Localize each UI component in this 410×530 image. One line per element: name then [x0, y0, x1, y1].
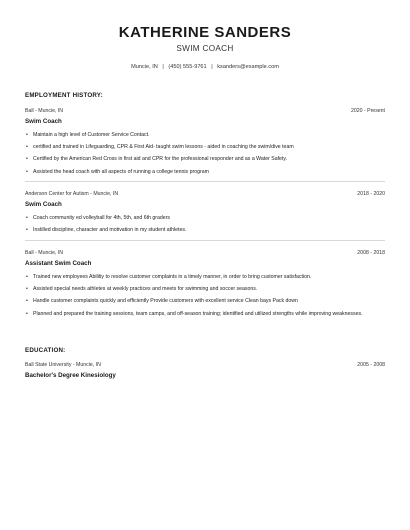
- job-dates: 2018 - 2020: [357, 191, 385, 198]
- bullet-icon: •: [26, 156, 28, 163]
- job-dates: 2008 - 2018: [357, 249, 385, 256]
- job-title: Swim Coach: [25, 201, 62, 209]
- bullet-icon: •: [26, 273, 28, 280]
- job-divider: [25, 181, 385, 182]
- bullet-item: [25, 132, 385, 139]
- contact-separator: |: [211, 64, 213, 70]
- job-entry: [25, 250, 385, 317]
- candidate-title: SWIM COACH: [176, 44, 234, 53]
- bullet-item: [25, 274, 385, 281]
- job-org: Anderson Center for Autism - Muncie, IN: [25, 191, 119, 198]
- bullet-icon: •: [26, 227, 28, 234]
- bullet-item: [25, 286, 385, 293]
- bullet-icon: •: [26, 168, 28, 175]
- education-entry: [25, 362, 385, 379]
- bullet-item: [25, 311, 385, 318]
- job-divider: [25, 240, 385, 241]
- bullet-item: [25, 156, 385, 163]
- job-title: Swim Coach: [25, 118, 62, 125]
- bullet-text: certified and trained in Lifeguarding, CPR & First Aid- taught swim lessons - aided in coaching the swim/dive team: [33, 144, 294, 151]
- bullet-item: [25, 144, 385, 151]
- bullet-text: Handle customer complaints quickly and efficiently Provide customers with excellent service Clean bays Pack down: [33, 298, 298, 305]
- bullet-text: Instilled discipline, character and motivation in my student athletes.: [33, 227, 187, 234]
- job-bullets: [25, 132, 385, 175]
- job-meta: [25, 191, 385, 197]
- bullet-icon: •: [26, 132, 28, 138]
- bullet-item: [25, 227, 385, 234]
- bullet-text: Coach community ed volleyball for 4th, 5th, and 6th graders: [33, 215, 170, 222]
- education-degree: Bachelor's Degree Kinesiology: [25, 372, 116, 380]
- job-meta: [25, 250, 385, 256]
- bullet-text: Planned and prepared the training sessions, team camps, and off-season training; identified and utilized strengths while improving weaknesses.: [33, 310, 363, 317]
- bullet-text: Assisted the head coach with all aspects of running a college tennis program: [33, 168, 209, 175]
- bullet-text: Maintain a high level of Customer Service Contact.: [33, 132, 150, 138]
- education-meta: [25, 362, 385, 368]
- bullet-item: [25, 298, 385, 305]
- bullet-icon: •: [26, 310, 28, 317]
- job-bullets: [25, 274, 385, 317]
- candidate-name: KATHERINE SANDERS: [118, 24, 292, 41]
- job-org: Ball - Muncie, IN: [25, 108, 64, 114]
- contact-phone: (450) 555-9761: [168, 64, 207, 70]
- job-bullets: [25, 215, 385, 234]
- job-title: Assistant Swim Coach: [25, 259, 92, 267]
- job-entry: [25, 108, 385, 182]
- education-org: Ball State University - Muncie, IN: [25, 362, 101, 369]
- bullet-item: [25, 215, 385, 222]
- contact-email: ksanders@example.com: [217, 64, 279, 70]
- bullet-icon: •: [26, 298, 28, 305]
- bullet-text: Certified by the American Red Cross in first aid and CPR for the professional responder and as a Water Safety.: [33, 156, 288, 163]
- job-entry: [25, 191, 385, 241]
- contact-line: [25, 64, 385, 70]
- bullet-text: Trained new employees Abilitiy to resolve customer complaints in a timely manner, in order to bring customer satisfaction.: [33, 273, 312, 280]
- job-dates: 2020 - Present: [350, 108, 385, 114]
- bullet-icon: •: [26, 144, 28, 151]
- education-heading: EDUCATION:: [25, 347, 66, 355]
- bullet-icon: •: [26, 215, 28, 222]
- job-meta: [25, 108, 385, 114]
- education-dates: 2005 - 2008: [357, 362, 385, 369]
- bullet-text: Assisted special needs athletes at weekly practices and meets for swimming and soccer seasons.: [33, 286, 258, 293]
- job-org: Ball - Muncie, IN: [25, 249, 64, 256]
- contact-separator: |: [162, 64, 164, 70]
- bullet-icon: •: [26, 286, 28, 293]
- bullet-item: [25, 169, 385, 176]
- contact-location: Muncie, IN: [131, 64, 158, 70]
- employment-heading: EMPLOYMENT HISTORY:: [25, 92, 103, 99]
